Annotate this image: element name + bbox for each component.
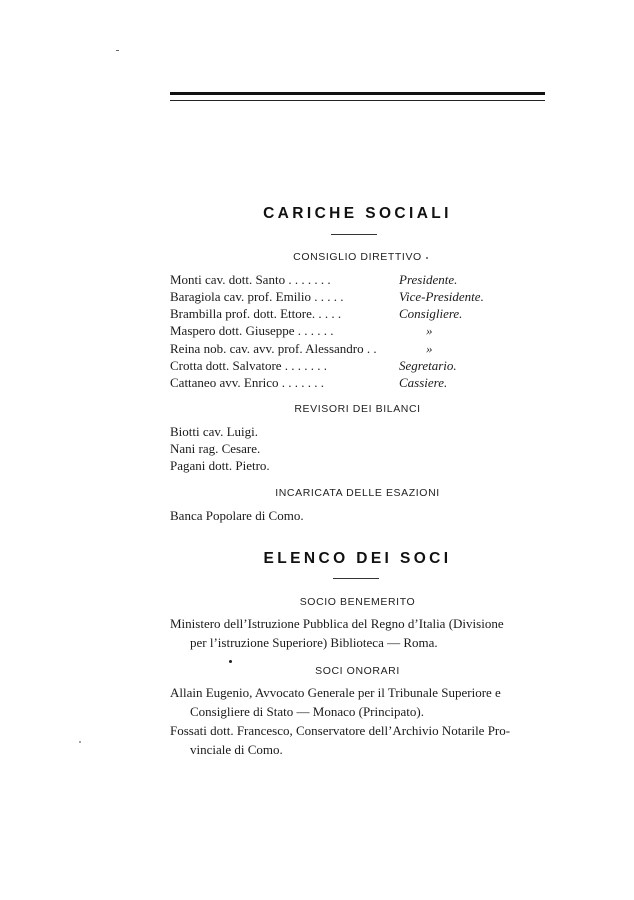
officer-row bbox=[170, 374, 545, 391]
officer-name: Monti cav. dott. Santo . . . . . . . bbox=[170, 272, 331, 287]
header-rule-thick bbox=[170, 92, 545, 95]
member-entry-line: Consigliere di Stato — Monaco (Principato). bbox=[190, 704, 424, 719]
member-entry bbox=[170, 721, 545, 759]
officer-row bbox=[170, 288, 545, 305]
revisore-name: Biotti cav. Luigi. bbox=[170, 424, 258, 439]
officer-role: » bbox=[426, 341, 433, 356]
header-rule-thin bbox=[170, 100, 545, 101]
subheading-revisori: REVISORI DEI BILANCI bbox=[294, 403, 421, 415]
subheading-onorari: SOCI ONORARI bbox=[315, 665, 400, 677]
officer-row bbox=[170, 305, 545, 322]
title-underline bbox=[333, 578, 379, 579]
officer-name: Crotta dott. Salvatore . . . . . . . bbox=[170, 358, 328, 373]
page-speck bbox=[116, 50, 119, 51]
member-entry-line: Ministero dell’Istruzione Pubblica del Regno d’Italia (Divisione bbox=[170, 616, 504, 631]
officer-role: Presidente. bbox=[399, 272, 458, 287]
officer-name: Baragiola cav. prof. Emilio . . . . . bbox=[170, 289, 344, 304]
member-entry-line: per l’istruzione Superiore) Biblioteca — Roma. bbox=[190, 635, 438, 650]
officer-name: Maspero dott. Giuseppe . . . . . . bbox=[170, 323, 334, 338]
officer-row bbox=[170, 271, 545, 288]
page-speck bbox=[79, 741, 81, 743]
revisore-name: Pagani dott. Pietro. bbox=[170, 458, 270, 473]
subheading-esazioni: INCARICATA DELLE ESAZIONI bbox=[275, 487, 440, 499]
member-entry-line: Allain Eugenio, Avvocato Generale per il Tribunale Superiore e bbox=[170, 685, 501, 700]
officer-role: Segretario. bbox=[399, 358, 457, 373]
officer-name: Cattaneo avv. Enrico . . . . . . . bbox=[170, 375, 325, 390]
officer-role: Consigliere. bbox=[399, 306, 463, 321]
officer-name: Brambilla prof. dott. Ettore. . . . . bbox=[170, 306, 342, 321]
member-entry bbox=[170, 683, 545, 721]
section-title-cariche: CARICHE SOCIALI bbox=[263, 205, 452, 222]
officer-row bbox=[170, 340, 545, 357]
officer-role: » bbox=[426, 323, 433, 338]
member-entry bbox=[170, 614, 545, 652]
subheading-benemerito: SOCIO BENEMERITO bbox=[299, 596, 416, 608]
bullet-dot bbox=[229, 660, 232, 663]
member-entry-line: vinciale di Como. bbox=[190, 742, 283, 757]
officer-name: Reina nob. cav. avv. prof. Alessandro . . bbox=[170, 341, 377, 356]
revisore-name: Nani rag. Cesare. bbox=[170, 441, 261, 456]
title-underline bbox=[331, 234, 377, 235]
subheading-consiglio: CONSIGLIO DIRETTIVO bbox=[293, 251, 422, 263]
officer-row bbox=[170, 322, 545, 339]
officer-row bbox=[170, 357, 545, 374]
esazioni-name: Banca Popolare di Como. bbox=[170, 508, 304, 523]
officer-role: Cassiere. bbox=[399, 375, 448, 390]
officer-role: Vice-Presidente. bbox=[399, 289, 484, 304]
member-entry-line: Fossati dott. Francesco, Conservatore dell’Archivio Notarile Pro- bbox=[170, 723, 511, 738]
section-title-elenco: ELENCO DEI SOCI bbox=[263, 550, 452, 567]
